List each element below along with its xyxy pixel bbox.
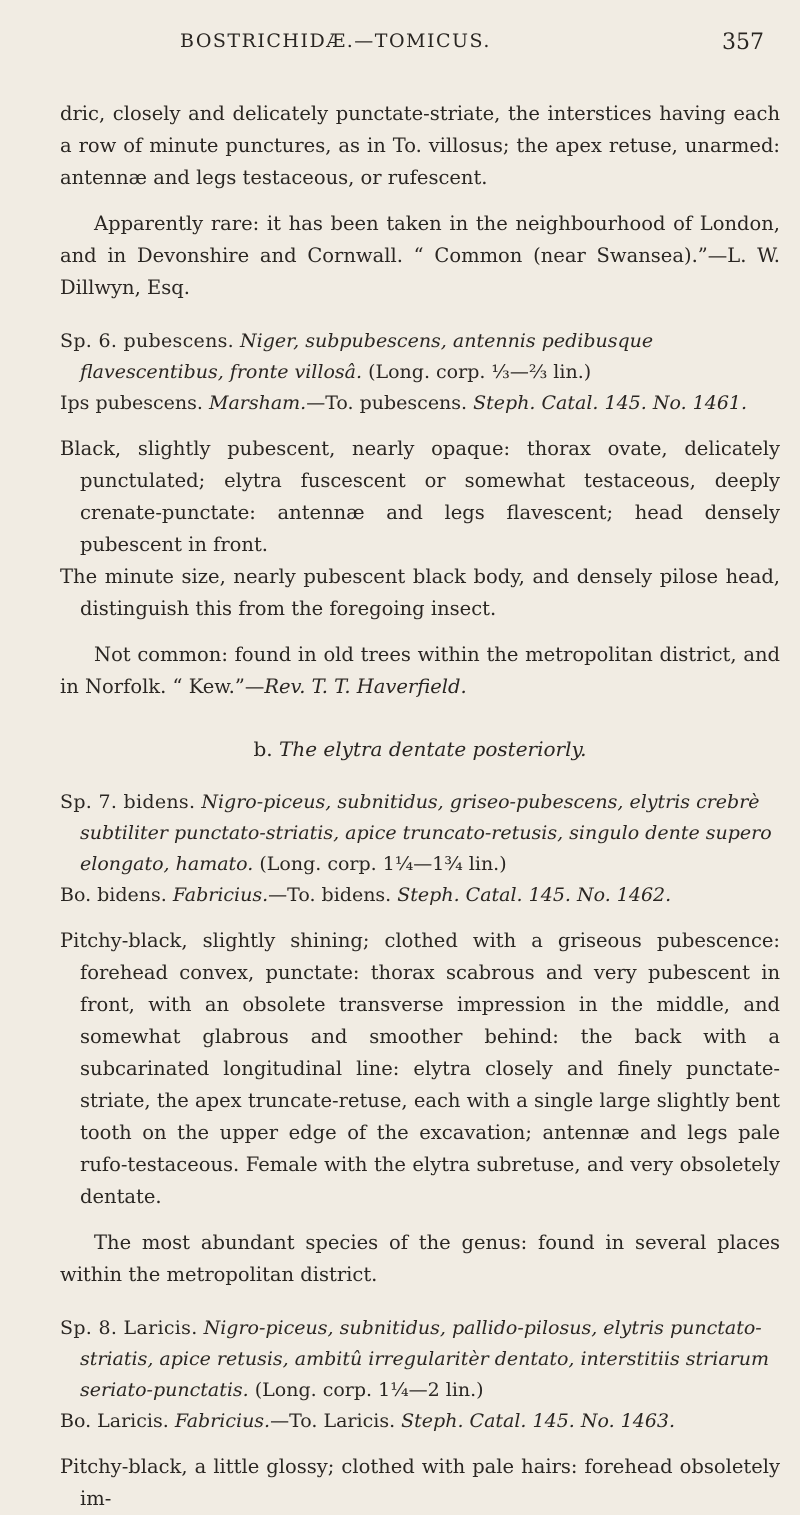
section-title: The elytra dentate posteriorly.	[279, 737, 587, 761]
species-description: Black, slightly pubescent, nearly opaque: thorax ovate, delicately punctulated; elytra fuscescent or somewhat testaceous, deeply crenate-punctate: antennæ and legs flavescent; head densely pubescent in front.	[60, 437, 780, 556]
latin-diagnosis: Nigro-piceus, subnitidus, griseo-pubescens, elytris crebrè subtiliter punctato-striatis, apice truncato-retusis, singulo dente supero elongato, hamato.	[80, 791, 772, 875]
synonymy	[60, 388, 780, 419]
page-number: 357	[722, 30, 764, 55]
body-length: (Long. corp. ⅓—⅔ lin.)	[368, 361, 592, 383]
synonym-author: Fabricius.	[172, 884, 269, 906]
species-description: Pitchy-black, a little glossy; clothed with pale hairs: forehead obsoletely im-	[60, 1455, 780, 1510]
habitat-paragraph: Apparently rare: it has been taken in the neighbourhood of London, and in Devonshire and Cornwall. “ Common (near Swansea).”—L. W. Dillwyn, Esq.	[60, 212, 780, 299]
synonymy	[60, 1406, 780, 1437]
section-label: b.	[253, 737, 273, 761]
page-body	[60, 98, 780, 1515]
synonym-name: Bo. Laricis.	[60, 1410, 169, 1432]
species-number-name: Sp. 6. pubescens.	[60, 330, 234, 352]
synonym-alt: —To. pubescens.	[306, 392, 468, 414]
species-heading	[60, 1313, 780, 1406]
synonym-alt: —To. bidens.	[268, 884, 392, 906]
habitat-text: Not common: found in old trees within the metropolitan district, and in Norfolk. “ Kew.”—	[60, 643, 780, 698]
synonym-alt: —To. Laricis.	[270, 1410, 396, 1432]
species-description: Pitchy-black, slightly shining; clothed with a griseous pubescence: forehead convex, punctate: thorax scabrous and very pubescent in front, with an obsolete transverse impression in the middle, and somewhat glabrous and smoother behind: the back with a subcarinated longitudinal line: elytra closely and finely punctate-striate, the apex truncate-retuse, each with a single large slightly bent tooth on the upper edge of the excavation; antennæ and legs pale rufo-testaceous. Female with the elytra subretuse, and very obsoletely dentate.	[60, 929, 780, 1208]
species-entry-bidens	[60, 787, 780, 1291]
section-heading	[60, 733, 780, 765]
body-length: (Long. corp. 1¼—1¾ lin.)	[259, 853, 507, 875]
continued-description: dric, closely and delicately punctate-striate, the interstices having each a row of minute punctures, as in To. villosus; the apex retuse, unarmed: antennæ and legs testaceous, or rufescent.	[60, 102, 780, 189]
catalogue-reference: Steph. Catal. 145. No. 1461.	[473, 392, 748, 414]
synonym-author: Fabricius.	[174, 1410, 271, 1432]
species-number-name: Sp. 8. Laricis.	[60, 1317, 198, 1339]
latin-diagnosis: Nigro-piceus, subnitidus, pallido-pilosus, elytris punctato-striatis, apice retusis, ambitû irregularitèr dentato, interstitiis striarum seriato-punctatis.	[80, 1317, 769, 1401]
catalogue-reference: Steph. Catal. 145. No. 1463.	[401, 1410, 676, 1432]
catalogue-reference: Steph. Catal. 145. No. 1462.	[397, 884, 672, 906]
running-title: BOSTRICHIDÆ.—TOMICUS.	[180, 30, 491, 52]
species-heading	[60, 787, 780, 880]
latin-diagnosis: Niger, subpubescens, antennis pedibusque flavescentibus, fronte villosâ.	[80, 330, 654, 383]
body-length: (Long. corp. 1¼—2 lin.)	[254, 1379, 484, 1401]
page-header	[0, 30, 800, 60]
synonym-name: Ips pubescens.	[60, 392, 203, 414]
species-number-name: Sp. 7. bidens.	[60, 791, 196, 813]
species-entry-laricis	[60, 1313, 780, 1515]
synonymy	[60, 880, 780, 911]
species-heading	[60, 326, 780, 388]
habitat-paragraph	[60, 639, 780, 703]
synonym-author: Marsham.	[208, 392, 307, 414]
species-entry-pubescens	[60, 326, 780, 703]
species-remark: The minute size, nearly pubescent black body, and densely pilose head, distinguish this from the foregoing insect.	[60, 565, 780, 620]
synonym-name: Bo. bidens.	[60, 884, 167, 906]
habitat-authority: Rev. T. T. Haverfield.	[264, 675, 467, 698]
habitat-paragraph: The most abundant species of the genus: found in several places within the metropolitan district.	[60, 1231, 780, 1286]
